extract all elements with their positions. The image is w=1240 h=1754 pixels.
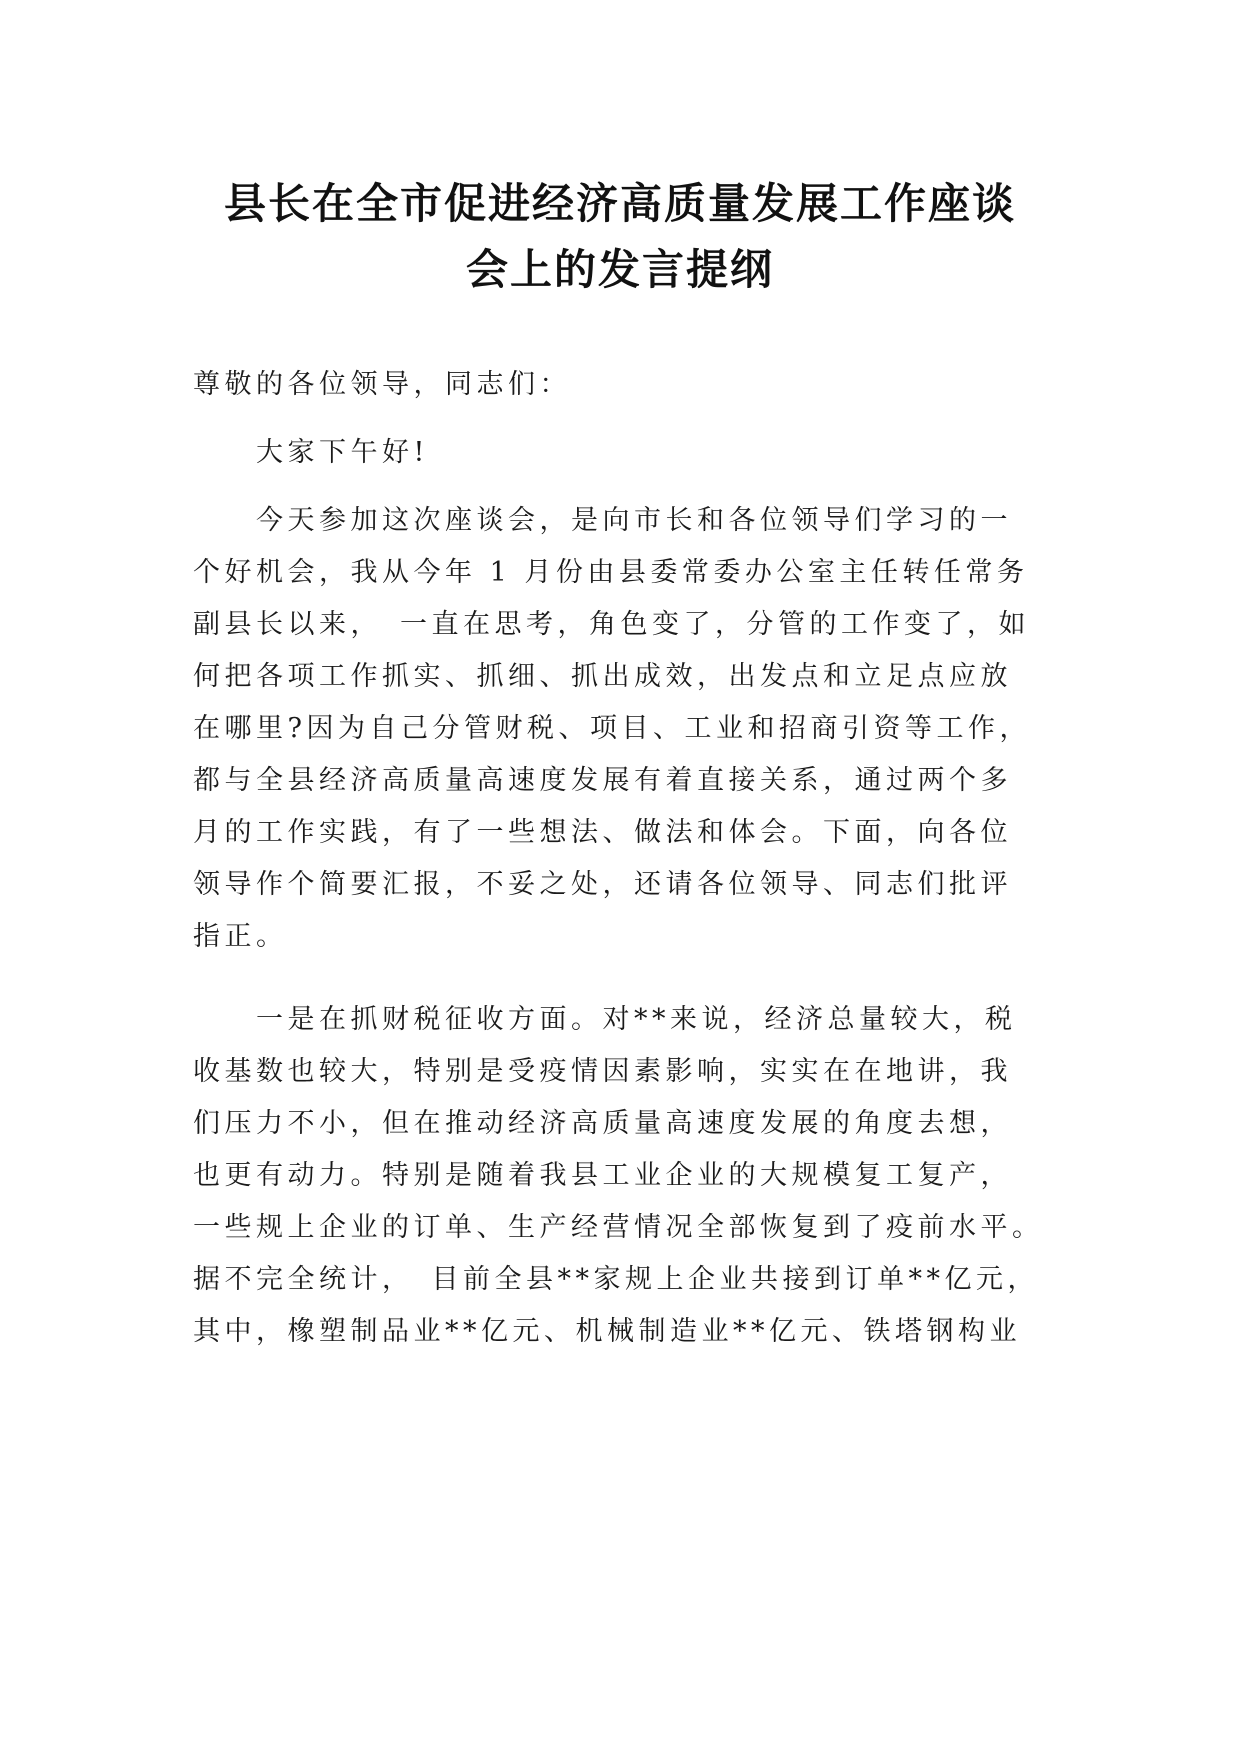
- paragraph-1-line-2: 个好机会，我从今年 1 月份由县委常委办公室主任转任常务: [193, 557, 1029, 588]
- document-title-line-1: 县长在全市促进经济高质量发展工作座谈: [223, 179, 1016, 228]
- paragraph-1-line-1: 今天参加这次座谈会，是向市长和各位领导们学习的一: [193, 505, 1012, 536]
- paragraph-2-line-1: 一是在抓财税征收方面。对**来说，经济总量较大，税: [193, 1004, 1017, 1035]
- paragraph-1-line-5: 在哪里?因为自己分管财税、项目、工业和招商引资等工作，: [193, 713, 1031, 744]
- paragraph-1-line-7: 月的工作实践，有了一些想法、做法和体会。下面，向各位: [193, 817, 1012, 848]
- paragraph-1-line-3: 副县长以来， 一直在思考，角色变了，分管的工作变了，如: [193, 609, 1030, 640]
- paragraph-1-line-6: 都与全县经济高质量高速度发展有着直接关系，通过两个多: [193, 765, 1012, 796]
- document-title-line-2: 会上的发言提纲: [465, 245, 774, 294]
- paragraph-2-line-7: 其中，橡塑制品业**亿元、机械制造业**亿元、铁塔钢构业: [193, 1316, 1021, 1347]
- paragraph-2-line-5: 一些规上企业的订单、生产经营情况全部恢复到了疫前水平。: [193, 1212, 1044, 1243]
- paragraph-2-line-3: 们压力不小，但在推动经济高质量高速度发展的角度去想，: [193, 1108, 1012, 1139]
- paragraph-2-line-6: 据不完全统计， 目前全县**家规上企业共接到订单**亿元，: [193, 1264, 1039, 1295]
- paragraph-2-line-4: 也更有动力。特别是随着我县工业企业的大规模复工复产，: [193, 1160, 1012, 1191]
- salutation-line: 尊敬的各位领导，同志们：: [193, 369, 571, 400]
- greeting-line: 大家下午好!: [193, 437, 429, 468]
- paragraph-2-line-2: 收基数也较大，特别是受疫情因素影响，实实在在地讲，我: [193, 1056, 1012, 1087]
- paragraph-1-line-9: 指正。: [193, 921, 288, 952]
- paragraph-1-line-8: 领导作个简要汇报，不妥之处，还请各位领导、同志们批评: [193, 869, 1012, 900]
- paragraph-1-line-4: 何把各项工作抓实、抓细、抓出成效，出发点和立足点应放: [193, 661, 1012, 692]
